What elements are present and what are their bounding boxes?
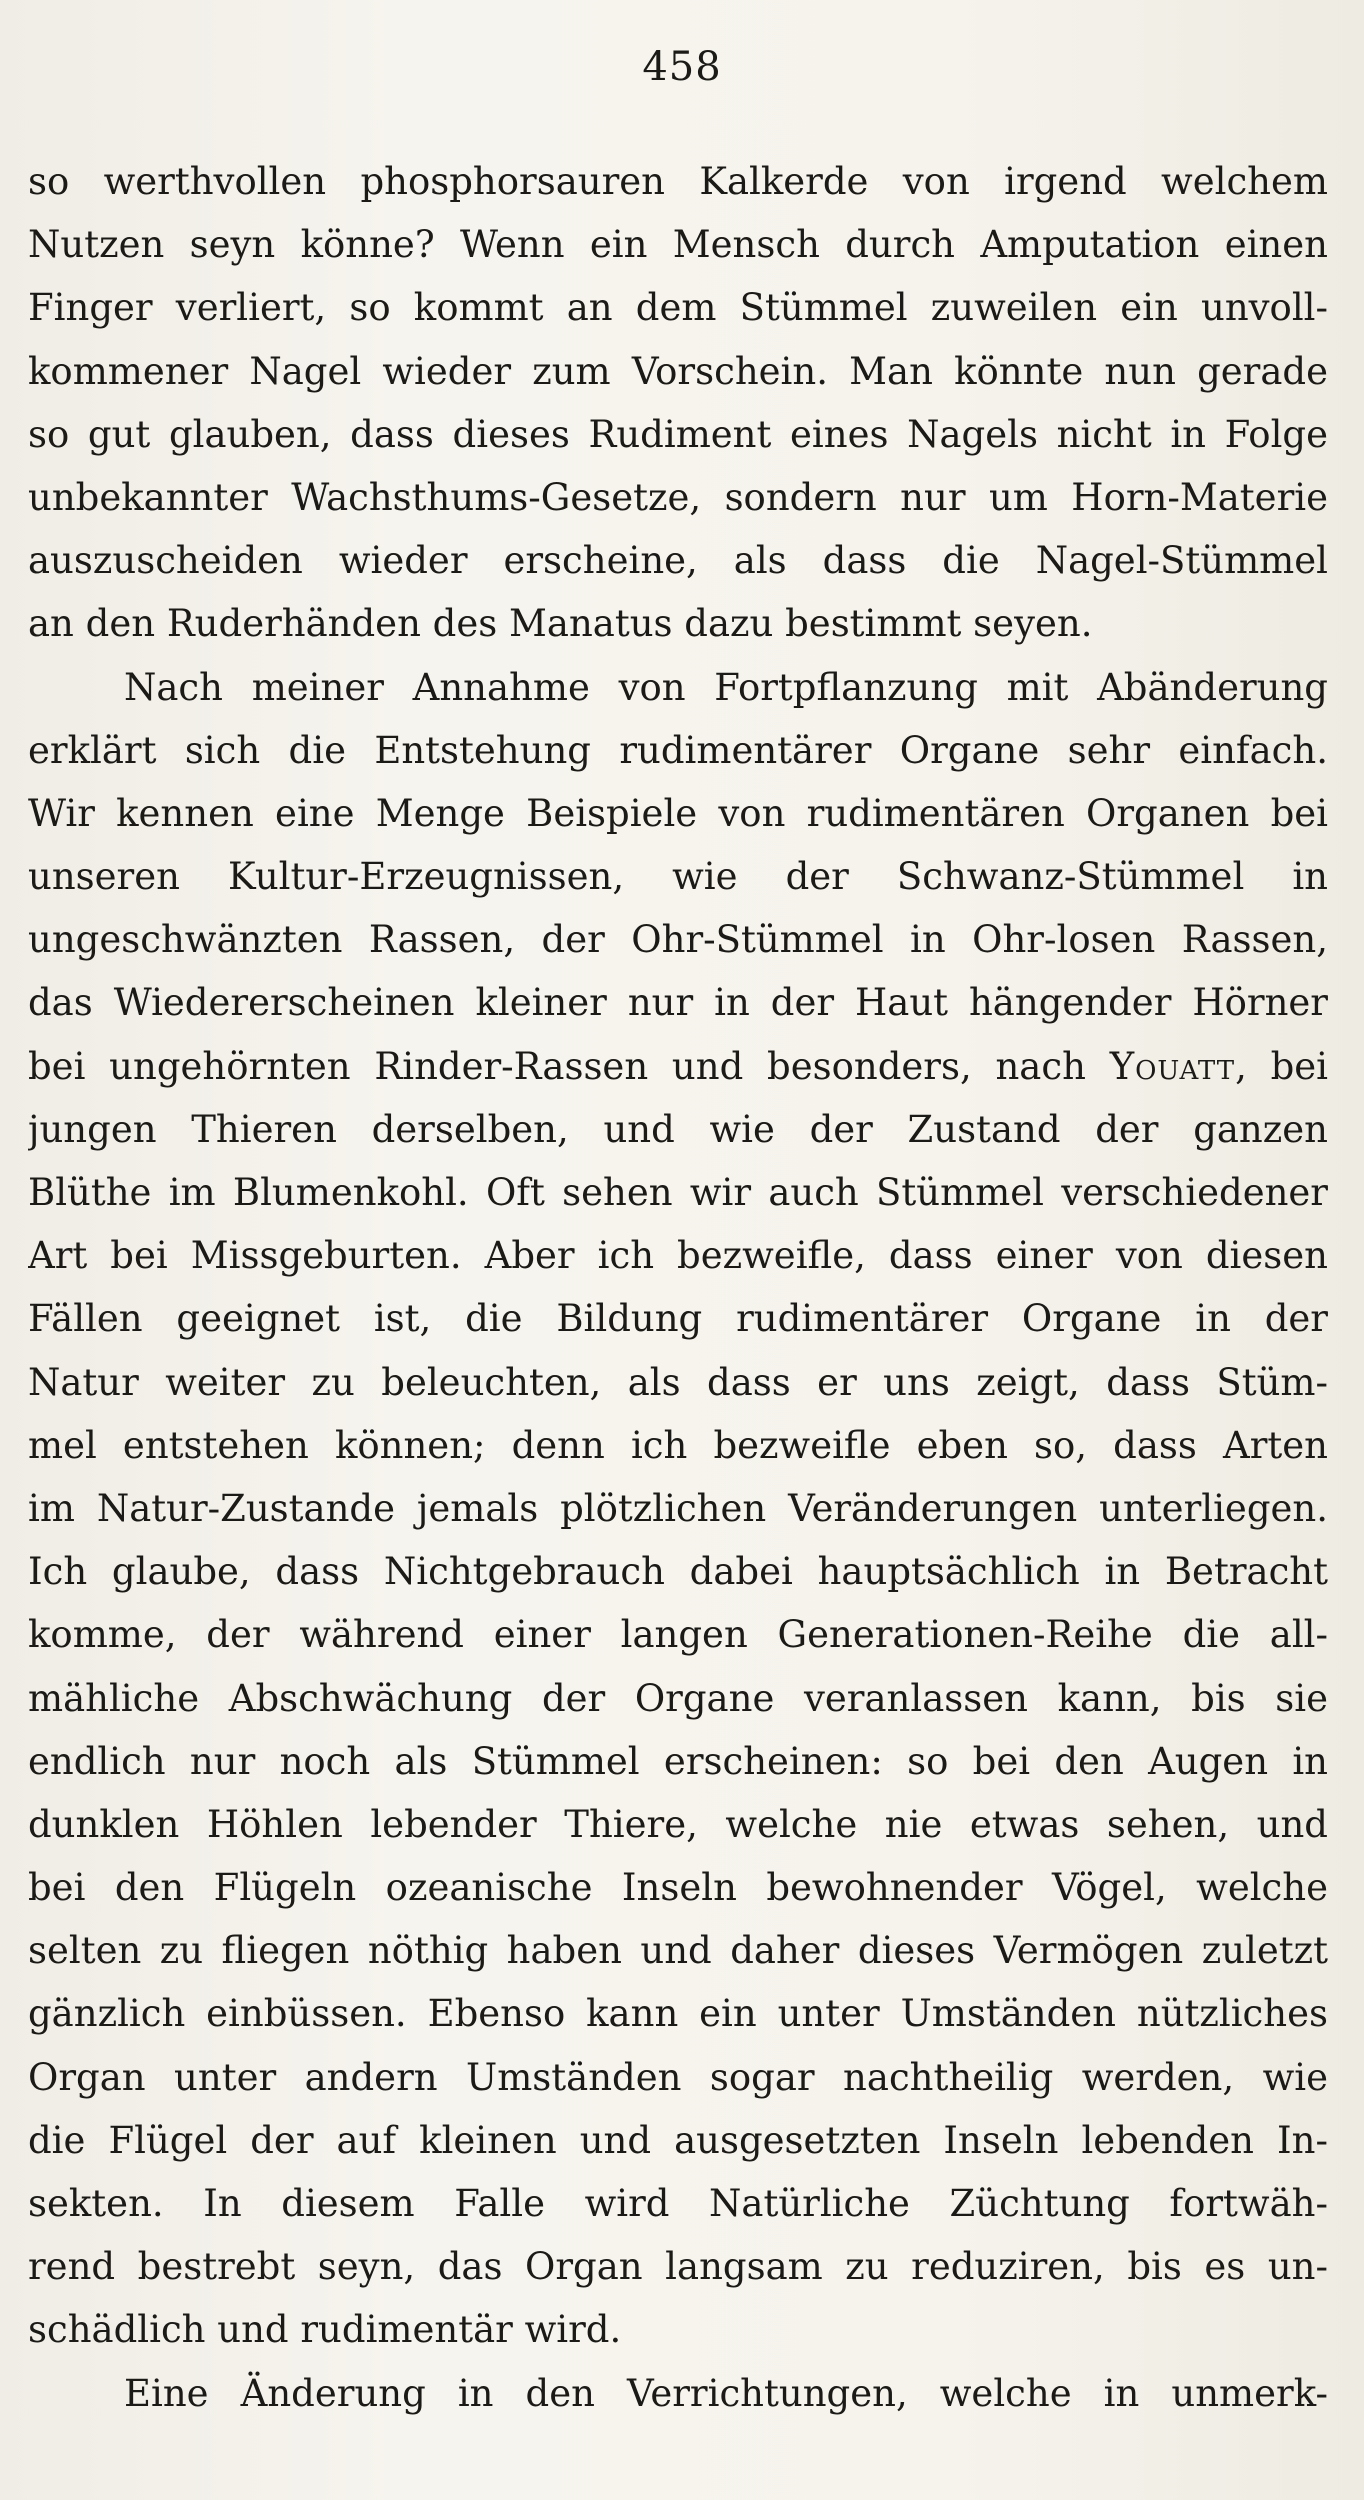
text-line: Natur weiter zu beleuchten, als dass er uns zeigt, dass Stüm- — [28, 1360, 1328, 1404]
text-line: Finger verliert, so kommt an dem Stümmel zuweilen ein unvoll- — [28, 286, 1328, 330]
text-line: mel entstehen können; denn ich bezweifle eben so, dass Arten — [28, 1423, 1328, 1467]
text-line: unbekannter Wachsthums-Gesetze, sondern nur um Horn-Materie — [28, 475, 1328, 519]
text-line: Eine Änderung in den Verrichtungen, welche in unmerk- — [124, 2371, 1328, 2415]
body-text — [28, 150, 1328, 2425]
text-line: komme, der während einer langen Generationen-Reihe die all- — [28, 1613, 1328, 1657]
text-line: im Natur-Zustande jemals plötzlichen Veränderungen unterliegen. — [28, 1486, 1328, 1530]
text-line: bei den Flügeln ozeanische Inseln bewohnender Vögel, welche — [28, 1866, 1328, 1910]
text-line: selten zu fliegen nöthig haben und daher dieses Vermögen zuletzt — [28, 1929, 1328, 1973]
text-line: rend bestrebt seyn, das Organ langsam zu reduziren, bis es un- — [28, 2245, 1328, 2289]
text-line: Fällen geeignet ist, die Bildung rudimentärer Organe in der — [28, 1297, 1328, 1341]
text-line: dunklen Höhlen lebender Thiere, welche nie etwas sehen, und — [28, 1802, 1328, 1846]
text-line: erklärt sich die Entstehung rudimentärer Organe sehr einfach. — [28, 728, 1328, 772]
text-line: ungeschwänzten Rassen, der Ohr-Stümmel in Ohr-losen Rassen, — [28, 918, 1328, 962]
text-line: Blüthe im Blumenkohl. Oft sehen wir auch Stümmel verschiedener — [28, 1171, 1328, 1214]
text-line: Wir kennen eine Menge Beispiele von rudimentären Organen bei — [28, 791, 1328, 835]
text-line: kommener Nagel wieder zum Vorschein. Man könnte nun gerade — [28, 349, 1328, 393]
text-line: schädlich und rudimentär wird. — [28, 2308, 622, 2352]
text-line: gänzlich einbüssen. Ebenso kann ein unter Umständen nützliches — [28, 1992, 1328, 2036]
text-line: unseren Kultur-Erzeugnissen, wie der Schwanz-Stümmel in — [28, 855, 1328, 899]
text-line: so werthvollen phosphorsauren Kalkerde von irgend welchem — [28, 160, 1328, 203]
text-line — [28, 1035, 1328, 1098]
text-line: so gut glauben, dass dieses Rudiment eines Nagels nicht in Folge — [28, 412, 1328, 456]
text-line: an den Ruderhänden des Manatus dazu bestimmt seyen. — [28, 602, 1093, 646]
page-number: 458 — [642, 44, 722, 90]
text-line: jungen Thieren derselben, und wie der Zustand der ganzen — [28, 1107, 1328, 1151]
text-line: Nutzen seyn könne? Wenn ein Mensch durch Amputation einen — [28, 223, 1328, 267]
text-line: das Wiedererscheinen kleiner nur in der Haut hängender Hörner — [28, 981, 1328, 1025]
text-line-segment: bei ungehörnten Rinder-Rassen und besonders, nach — [28, 1044, 1110, 1088]
text-line: mähliche Abschwächung der Organe veranlassen kann, bis sie — [28, 1676, 1328, 1720]
text-line: Nach meiner Annahme von Fortpflanzung mit Abänderung — [124, 665, 1328, 709]
text-line: Ich glaube, dass Nichtgebrauch dabei hauptsächlich in Betracht — [28, 1550, 1328, 1594]
text-line: die Flügel der auf kleinen und ausgesetzten Inseln lebenden In- — [28, 2118, 1328, 2162]
text-line: auszuscheiden wieder erscheine, als dass die Nagel-Stümmel — [28, 539, 1328, 583]
text-line: endlich nur noch als Stümmel erscheinen: so bei den Augen in — [28, 1739, 1328, 1783]
author-name-small-caps: Youatt — [1109, 1044, 1236, 1088]
text-line: Art bei Missgeburten. Aber ich bezweifle, dass einer von diesen — [28, 1234, 1328, 1278]
text-line: sekten. In diesem Falle wird Natürliche Züchtung fortwäh- — [28, 2182, 1328, 2225]
text-line-segment: , bei — [1235, 1044, 1328, 1088]
text-line: Organ unter andern Umständen sogar nachtheilig werden, wie — [28, 2055, 1328, 2099]
